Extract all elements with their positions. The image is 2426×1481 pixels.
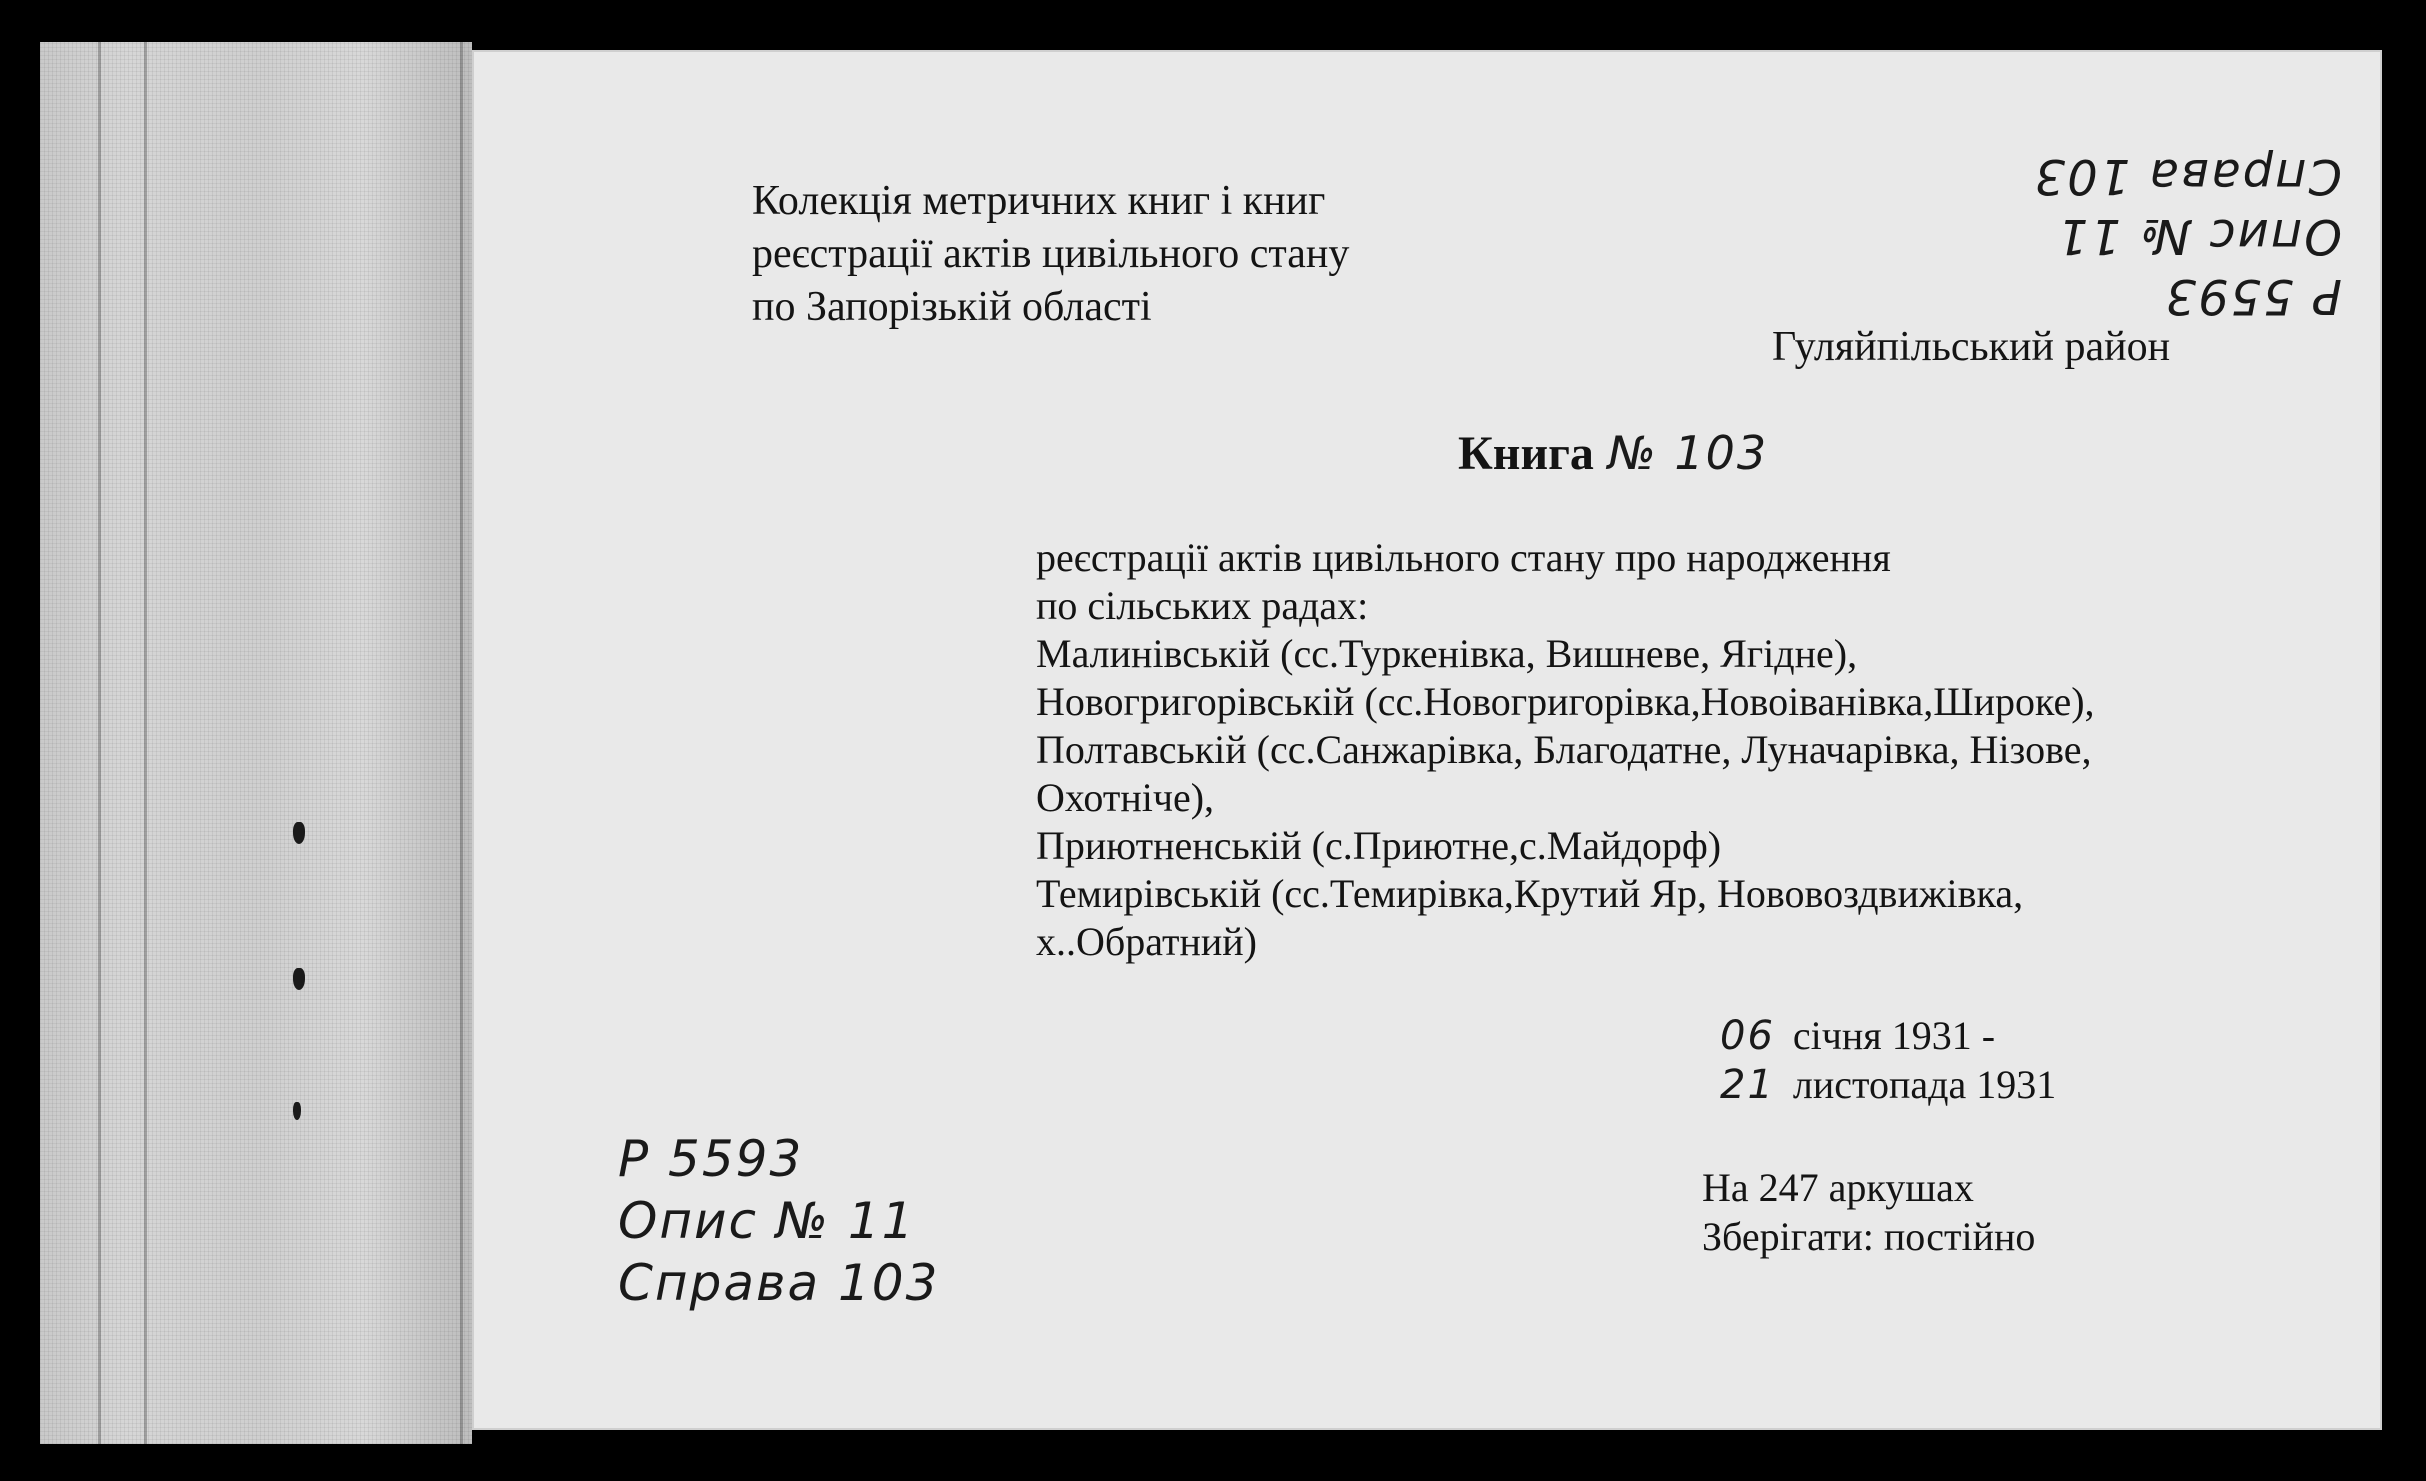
start-day-handwritten: 06 xyxy=(1720,1013,1775,1059)
spine-seam xyxy=(460,42,463,1444)
start-date-text: січня 1931 - xyxy=(1792,1013,1996,1058)
start-date xyxy=(1720,1013,2056,1065)
binding-hole xyxy=(293,968,305,990)
description-line: Полтавській (сс.Санжарівка, Благодатне, Луначарівка, Нізове, xyxy=(1036,727,2092,772)
sheet-info xyxy=(1702,1165,2036,1266)
date-range xyxy=(1720,1013,2057,1114)
storage-term: Зберігати: постійно xyxy=(1702,1214,2036,1259)
archive-stamp-top-right-inverted xyxy=(1972,140,2342,324)
collection-title-line: по Запорізькій області xyxy=(752,284,1152,330)
stamp-inventory: Опис № 11 xyxy=(618,1192,916,1250)
stamp-file: Справа 103 xyxy=(618,1254,940,1312)
spine-seam xyxy=(144,42,147,1444)
collection-title-line: Колекція метричних книг і книг xyxy=(752,178,1326,224)
description-line: по сільських радах: xyxy=(1036,583,1369,628)
district-name: Гуляйпільський район xyxy=(1772,324,2171,370)
end-date xyxy=(1720,1062,2057,1114)
description-line: Приютненській (с.Приютне,с.Майдорф) xyxy=(1036,823,1722,868)
spine-seam xyxy=(98,42,101,1444)
register-description xyxy=(1036,535,2095,970)
cloth-binding-spine xyxy=(40,42,472,1444)
stamp-file: Справа 103 xyxy=(2032,148,2342,204)
book-heading xyxy=(1458,426,1769,480)
archive-stamp-bottom-left xyxy=(618,1130,940,1320)
description-line: Малинівській (сс.Туркенівка, Вишневе, Ягідне), xyxy=(1036,631,1858,676)
book-number-handwritten: № 103 xyxy=(1607,426,1769,480)
stamp-inventory: Опис № 11 xyxy=(2055,208,2342,264)
binding-hole xyxy=(293,1102,301,1120)
collection-title-line: реєстрації актів цивільного стану xyxy=(752,231,1350,277)
stamp-fond: Р 5593 xyxy=(2163,268,2342,324)
collection-title xyxy=(752,180,1349,339)
description-line: Темирівській (сс.Темирівка,Крутий Яр, Нововоздвижівка, xyxy=(1036,871,2024,916)
stamp-fond: Р 5593 xyxy=(618,1130,804,1188)
binding-hole xyxy=(293,822,305,844)
end-date-text: листопада 1931 xyxy=(1792,1062,2057,1107)
description-line: Охотніче), xyxy=(1036,775,1215,820)
book-label: Книга xyxy=(1458,427,1594,480)
register-cover-page xyxy=(472,50,2382,1430)
description-line: реєстрації актів цивільного стану про народження xyxy=(1036,535,1891,580)
description-line: х..Обратний) xyxy=(1036,919,1257,964)
end-day-handwritten: 21 xyxy=(1720,1062,1775,1108)
description-line: Новогригорівській (сс.Новогригорівка,Новоіванівка,Широке), xyxy=(1036,679,2095,724)
sheet-count: На 247 аркушах xyxy=(1702,1165,1974,1210)
